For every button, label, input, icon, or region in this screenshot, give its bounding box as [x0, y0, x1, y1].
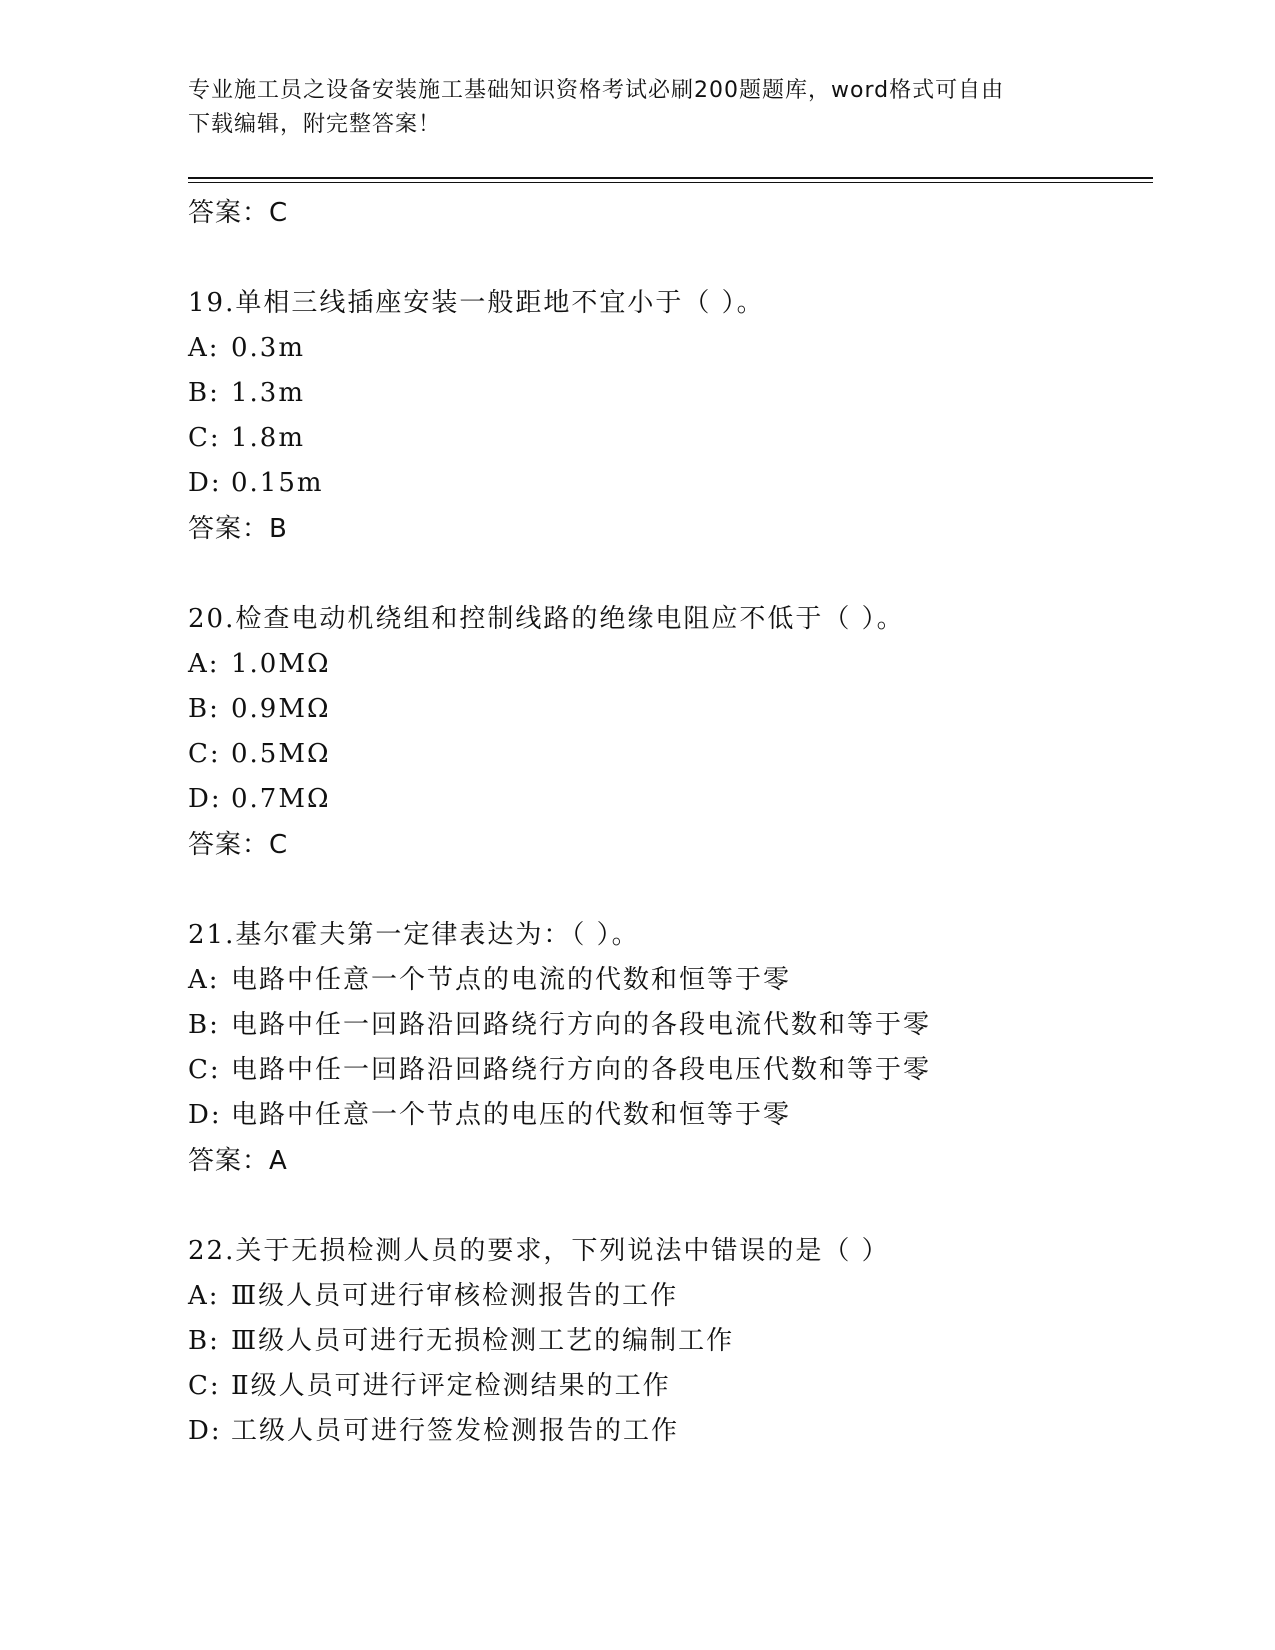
- option-text: 1.3m: [231, 378, 306, 408]
- option-b: [188, 1003, 1148, 1048]
- option-d: [188, 777, 1148, 822]
- question-title: 20.检查电动机绕组和控制线路的绝缘电阻应不低于（ ）。: [188, 604, 905, 634]
- option-text: 电路中任意一个节点的电流的代数和恒等于零: [231, 965, 792, 995]
- option-text: 0.7MΩ: [231, 784, 331, 814]
- option-letter: B:: [188, 1326, 220, 1356]
- document-header: [188, 74, 1088, 142]
- question-block: [188, 912, 1148, 1184]
- option-letter: D:: [188, 1100, 222, 1130]
- question-title: 19.单相三线插座安装一般距地不宜小于（ ）。: [188, 288, 765, 318]
- option-letter: B:: [188, 694, 220, 724]
- option-text: Ⅲ级人员可进行审核检测报告的工作: [231, 1281, 679, 1311]
- questions-content: [188, 190, 1148, 1454]
- header-line-1: 专业施工员之设备安装施工基础知识资格考试必刷200题题库，word格式可自由: [188, 78, 1005, 103]
- option-text: 电路中任意一个节点的电压的代数和恒等于零: [231, 1100, 792, 1130]
- option-b: [188, 687, 1148, 732]
- option-text: 电路中任一回路沿回路绕行方向的各段电压代数和等于零: [231, 1055, 932, 1085]
- option-c: [188, 1048, 1148, 1093]
- option-d: [188, 1093, 1148, 1138]
- answer-line: 答案：A: [188, 1146, 288, 1176]
- option-a: [188, 326, 1148, 371]
- question-block: [188, 1228, 1148, 1454]
- option-text: 1.8m: [231, 423, 306, 453]
- option-letter: A:: [188, 965, 220, 995]
- option-letter: C:: [188, 1371, 221, 1401]
- option-a: [188, 1274, 1148, 1319]
- option-letter: C:: [188, 1055, 221, 1085]
- option-letter: D:: [188, 784, 222, 814]
- option-a: [188, 642, 1148, 687]
- header-line-2: 下载编辑，附完整答案！: [188, 112, 442, 137]
- option-c: [188, 732, 1148, 777]
- answer-line: 答案：C: [188, 198, 289, 228]
- option-c: [188, 416, 1148, 461]
- header-divider-thick: [188, 177, 1153, 179]
- option-letter: A:: [188, 1281, 220, 1311]
- option-text: 0.3m: [231, 333, 306, 363]
- option-b: [188, 371, 1148, 416]
- option-text: 1.0MΩ: [231, 649, 331, 679]
- question-title: 21.基尔霍夫第一定律表达为：（ ）。: [188, 920, 640, 950]
- option-text: 0.5MΩ: [231, 739, 331, 769]
- question-title: 22.关于无损检测人员的要求，下列说法中错误的是（ ）: [188, 1236, 890, 1266]
- option-text: Ⅱ级人员可进行评定检测结果的工作: [231, 1371, 671, 1401]
- question-block: [188, 280, 1148, 552]
- option-letter: C:: [188, 739, 221, 769]
- option-d: [188, 461, 1148, 506]
- option-text: Ⅲ级人员可进行无损检测工艺的编制工作: [231, 1326, 735, 1356]
- option-text: 电路中任一回路沿回路绕行方向的各段电流代数和等于零: [231, 1010, 932, 1040]
- option-letter: C:: [188, 423, 221, 453]
- header-divider-thin: [188, 182, 1153, 183]
- option-letter: B:: [188, 378, 220, 408]
- option-a: [188, 958, 1148, 1003]
- answer-line: 答案：C: [188, 830, 289, 860]
- answer-line: 答案：B: [188, 514, 288, 544]
- option-b: [188, 1319, 1148, 1364]
- option-text: 0.15m: [231, 468, 324, 498]
- question-block: [188, 596, 1148, 868]
- option-text: 工级人员可进行签发检测报告的工作: [231, 1416, 680, 1446]
- option-letter: A:: [188, 333, 220, 363]
- option-letter: D:: [188, 468, 222, 498]
- option-letter: B:: [188, 1010, 220, 1040]
- option-text: 0.9MΩ: [231, 694, 331, 724]
- option-d: [188, 1409, 1148, 1454]
- option-letter: A:: [188, 649, 220, 679]
- option-letter: D:: [188, 1416, 222, 1446]
- option-c: [188, 1364, 1148, 1409]
